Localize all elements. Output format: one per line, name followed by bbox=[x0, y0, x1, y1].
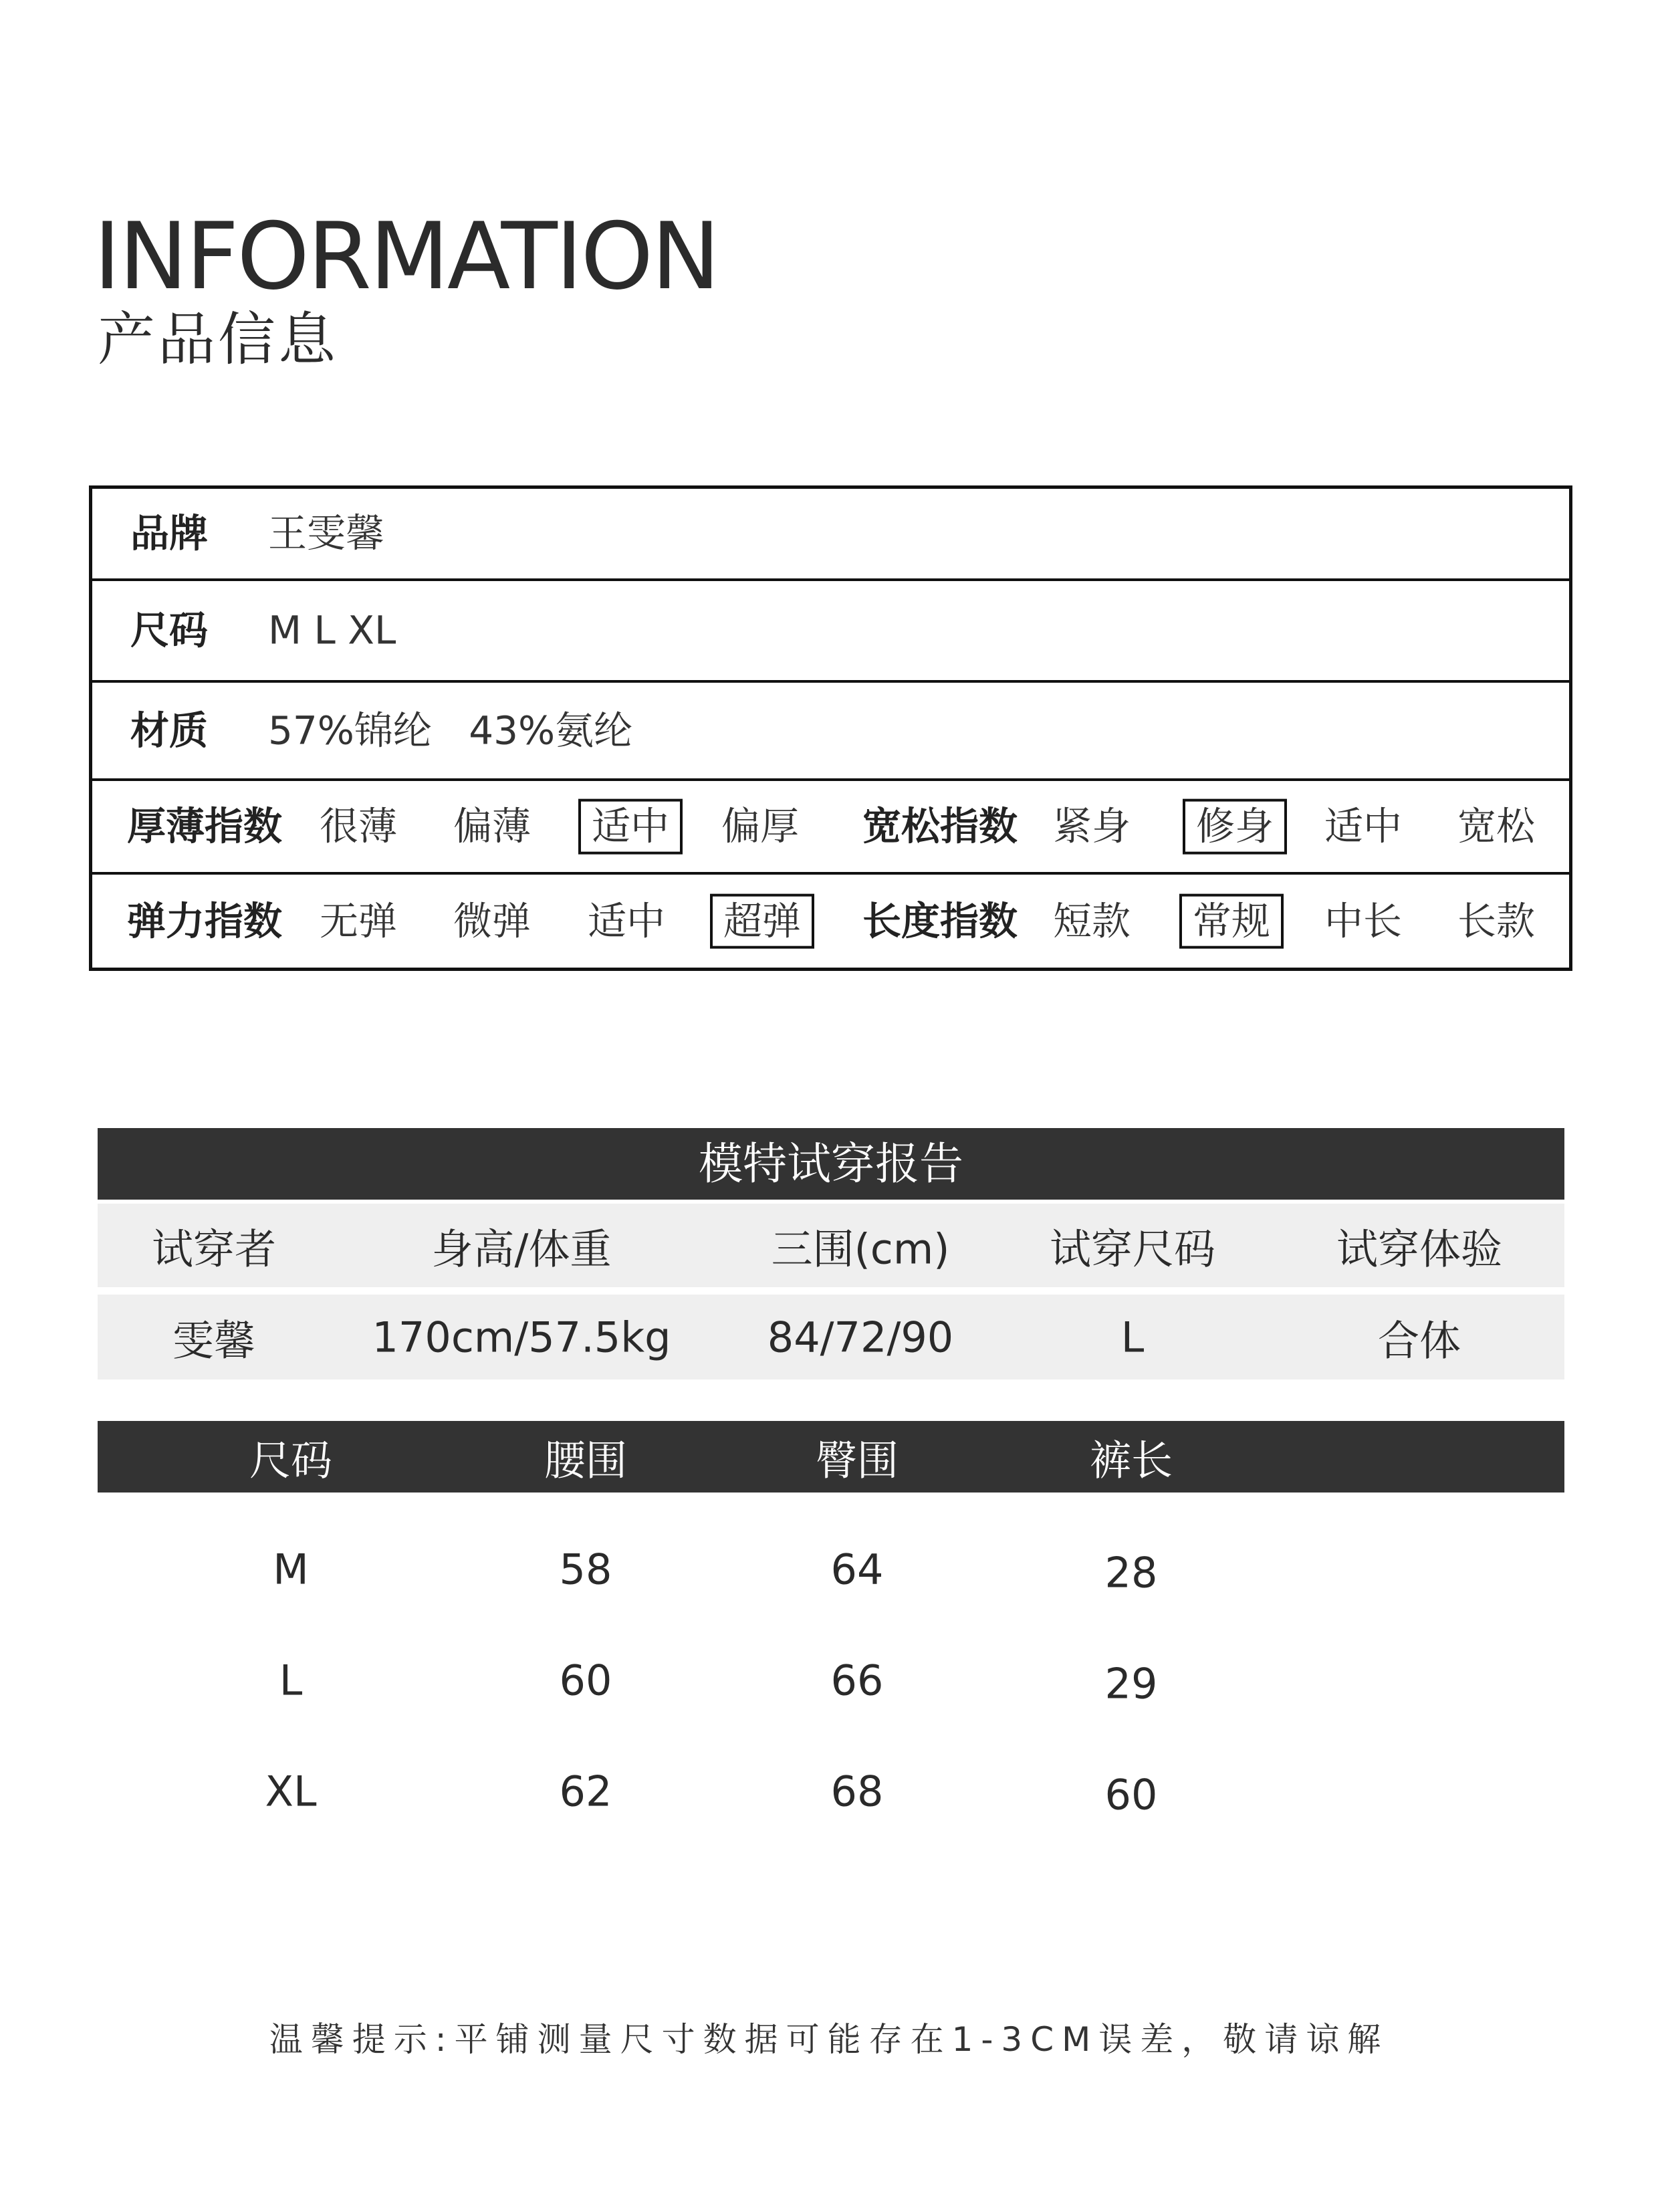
material-row bbox=[92, 683, 1569, 781]
fit-label: 宽松指数 bbox=[862, 803, 1018, 849]
report-value-cell: 合体 bbox=[1377, 1316, 1461, 1365]
size-cell: 29 bbox=[1104, 1659, 1158, 1708]
size-cell: 60 bbox=[1104, 1770, 1158, 1819]
size-cell: 28 bbox=[1104, 1548, 1158, 1597]
size-cell: 66 bbox=[830, 1656, 884, 1705]
material-value: 57%锦纶 43%氨纶 bbox=[268, 707, 633, 754]
measurement-note: 温馨提示:平铺测量尺寸数据可能存在1-3CM误差，敬请谅解 bbox=[269, 2020, 1389, 2059]
size-row bbox=[92, 581, 1569, 683]
model-report-title: 模特试穿报告 bbox=[98, 1128, 1564, 1200]
length-option: 长款 bbox=[1457, 898, 1536, 944]
elasticity-option: 无弹 bbox=[320, 898, 398, 944]
elasticity-option: 微弹 bbox=[453, 898, 531, 944]
size-value: M L XL bbox=[268, 607, 396, 653]
size-cell: 62 bbox=[559, 1767, 612, 1816]
size-header-cell: 裤长 bbox=[1089, 1436, 1173, 1484]
report-header-cell: 身高/体重 bbox=[431, 1224, 612, 1273]
elasticity-length-row bbox=[92, 875, 1569, 968]
elasticity-option: 适中 bbox=[588, 898, 666, 944]
report-value-cell: 雯馨 bbox=[172, 1316, 256, 1365]
size-header-cell: 尺码 bbox=[249, 1436, 333, 1484]
length-option: 短款 bbox=[1053, 898, 1131, 944]
brand-value: 王雯馨 bbox=[268, 510, 385, 556]
size-cell: 64 bbox=[830, 1545, 884, 1594]
elasticity-label: 弹力指数 bbox=[127, 898, 283, 944]
thickness-label: 厚薄指数 bbox=[127, 803, 283, 849]
size-cell: XL bbox=[265, 1767, 317, 1816]
elasticity-option-selected: 超弹 bbox=[710, 893, 814, 949]
fit-option: 宽松 bbox=[1457, 803, 1536, 849]
brand-row bbox=[92, 489, 1569, 581]
length-option: 中长 bbox=[1324, 898, 1403, 944]
size-cell: 68 bbox=[830, 1767, 884, 1816]
report-value-cell: 84/72/90 bbox=[767, 1313, 954, 1361]
size-cell: M bbox=[273, 1545, 309, 1594]
fit-option: 适中 bbox=[1324, 803, 1403, 849]
fit-option-selected: 修身 bbox=[1183, 799, 1287, 855]
report-header-cell: 试穿尺码 bbox=[1049, 1224, 1216, 1273]
thickness-option: 很薄 bbox=[320, 803, 398, 849]
report-header-cell: 试穿体验 bbox=[1336, 1224, 1503, 1273]
report-header-cell: 试穿者 bbox=[151, 1224, 277, 1273]
size-cell: 60 bbox=[559, 1656, 612, 1705]
thickness-option: 偏薄 bbox=[453, 803, 531, 849]
size-header-cell: 腰围 bbox=[544, 1436, 628, 1484]
size-cell: L bbox=[279, 1656, 303, 1705]
brand-label: 品牌 bbox=[130, 510, 209, 556]
size-table-header bbox=[98, 1421, 1564, 1492]
size-cell: 58 bbox=[559, 1545, 612, 1594]
report-value-cell: L bbox=[1120, 1313, 1145, 1361]
title-cn: 产品信息 bbox=[98, 306, 338, 373]
report-value-cell: 170cm/57.5kg bbox=[372, 1313, 671, 1361]
model-report-data-row bbox=[98, 1295, 1564, 1379]
thickness-fit-row bbox=[92, 781, 1569, 875]
product-info-table bbox=[89, 485, 1572, 971]
title-en: INFORMATION bbox=[94, 203, 719, 310]
fit-option: 紧身 bbox=[1053, 803, 1131, 849]
material-label: 材质 bbox=[130, 707, 209, 754]
length-option-selected: 常规 bbox=[1179, 893, 1284, 949]
length-label: 长度指数 bbox=[862, 898, 1018, 944]
model-report-header-row bbox=[98, 1204, 1564, 1287]
thickness-option: 偏厚 bbox=[721, 803, 800, 849]
size-header-cell: 臀围 bbox=[815, 1436, 899, 1484]
thickness-option-selected: 适中 bbox=[578, 799, 683, 855]
report-header-cell: 三围(cm) bbox=[771, 1224, 950, 1273]
size-label: 尺码 bbox=[130, 607, 209, 653]
